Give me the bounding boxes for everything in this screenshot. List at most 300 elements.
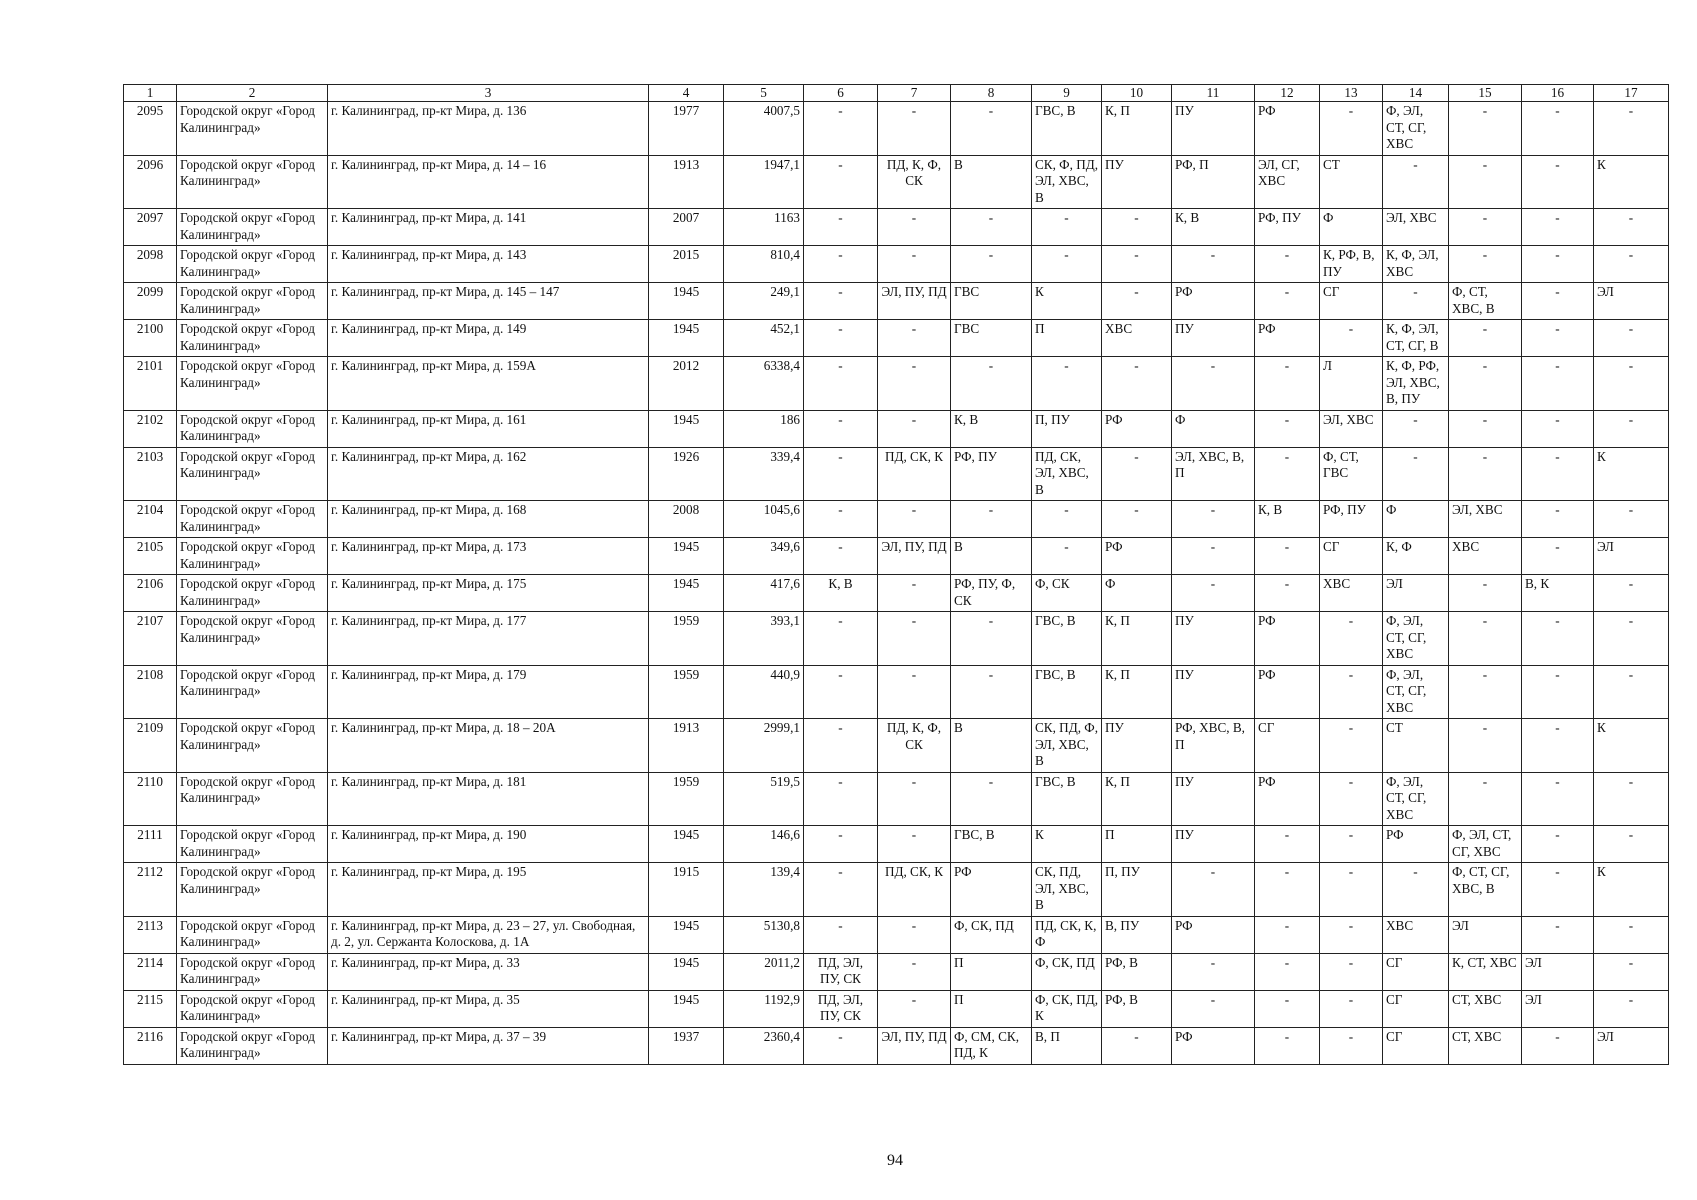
table-cell: Ф, СТ, СГ, ХВС, В	[1449, 863, 1522, 917]
table-row	[124, 501, 1669, 538]
table-cell: ЭЛ	[1383, 575, 1449, 612]
table-cell: К, Ф, ЭЛ, СТ, СГ, В	[1383, 320, 1449, 357]
table-cell: -	[951, 501, 1032, 538]
table-cell: ПД, СК, К	[878, 863, 951, 917]
table-cell: -	[1522, 357, 1594, 411]
table-cell: В	[951, 719, 1032, 773]
table-cell: -	[951, 612, 1032, 666]
table-cell: -	[804, 612, 878, 666]
table-cell: Городской округ «Город Калининград»	[177, 320, 328, 357]
table-cell: -	[1594, 102, 1669, 156]
table-cell: Городской округ «Город Калининград»	[177, 357, 328, 411]
table-cell: 1913	[649, 719, 724, 773]
table-cell: 519,5	[724, 772, 804, 826]
table-cell: РФ, П	[1172, 155, 1255, 209]
table-cell: СГ	[1320, 538, 1383, 575]
table-row	[124, 1027, 1669, 1064]
table-row	[124, 719, 1669, 773]
table-cell: ЭЛ, ХВС	[1449, 501, 1522, 538]
table-cell: Ф	[1320, 209, 1383, 246]
table-cell: ЭЛ	[1522, 953, 1594, 990]
table-cell: 2107	[124, 612, 177, 666]
table-cell: 2108	[124, 665, 177, 719]
table-cell: РФ, ПУ	[1255, 209, 1320, 246]
table-cell: -	[804, 665, 878, 719]
table-cell: -	[1522, 155, 1594, 209]
table-cell: РФ	[1255, 320, 1320, 357]
table-cell: -	[1522, 612, 1594, 666]
table-cell: -	[1102, 283, 1172, 320]
table-cell: К, Ф, ЭЛ, ХВС	[1383, 246, 1449, 283]
table-cell: -	[1594, 246, 1669, 283]
table-cell: СК, ПД, Ф, ЭЛ, ХВС, В	[1032, 719, 1102, 773]
table-cell: РФ	[1102, 538, 1172, 575]
table-cell: К, П	[1102, 612, 1172, 666]
table-cell: П	[1102, 826, 1172, 863]
table-cell: 2999,1	[724, 719, 804, 773]
table-cell: 2116	[124, 1027, 177, 1064]
table-cell: Ф	[1102, 575, 1172, 612]
table-cell: ЭЛ, ХВС, В, П	[1172, 447, 1255, 501]
table-cell: -	[1255, 246, 1320, 283]
table-cell: г. Калининград, пр-кт Мира, д. 175	[328, 575, 649, 612]
table-cell: г. Калининград, пр-кт Мира, д. 159А	[328, 357, 649, 411]
table-cell: -	[1449, 102, 1522, 156]
table-cell: К, П	[1102, 102, 1172, 156]
table-cell: -	[1255, 538, 1320, 575]
table-row	[124, 357, 1669, 411]
table-cell: 1945	[649, 410, 724, 447]
table-cell: ЭЛ	[1594, 1027, 1669, 1064]
table-cell: 1915	[649, 863, 724, 917]
table-cell: В, ПУ	[1102, 916, 1172, 953]
table-cell: -	[1172, 863, 1255, 917]
table-row	[124, 826, 1669, 863]
table-cell: -	[1594, 410, 1669, 447]
table-cell: -	[878, 357, 951, 411]
table-cell: Городской округ «Город Калининград»	[177, 575, 328, 612]
table-cell: -	[1522, 320, 1594, 357]
table-cell: г. Калининград, пр-кт Мира, д. 179	[328, 665, 649, 719]
table-cell: -	[1383, 410, 1449, 447]
table-cell: 5130,8	[724, 916, 804, 953]
table-cell: ГВС, В	[951, 826, 1032, 863]
table-cell: ПД, ЭЛ, ПУ, СК	[804, 953, 878, 990]
table-cell: 2095	[124, 102, 177, 156]
table-cell: -	[1522, 246, 1594, 283]
table-cell: -	[1522, 665, 1594, 719]
table-cell: Городской округ «Город Калининград»	[177, 447, 328, 501]
table-cell: 2015	[649, 246, 724, 283]
table-cell: -	[1594, 665, 1669, 719]
table-cell: 1945	[649, 320, 724, 357]
table-cell: К, В	[804, 575, 878, 612]
table-cell: РФ, В	[1102, 990, 1172, 1027]
column-header: 1	[124, 85, 177, 102]
table-cell: 1945	[649, 283, 724, 320]
table-cell: 2115	[124, 990, 177, 1027]
table-cell: К, СТ, ХВС	[1449, 953, 1522, 990]
table-cell: 2106	[124, 575, 177, 612]
table-cell: -	[1320, 1027, 1383, 1064]
table-cell: -	[1032, 501, 1102, 538]
table-cell: Городской округ «Город Калининград»	[177, 916, 328, 953]
table-cell: Ф, СК	[1032, 575, 1102, 612]
table-cell: К, П	[1102, 665, 1172, 719]
table-cell: ХВС	[1383, 916, 1449, 953]
table-row	[124, 246, 1669, 283]
table-cell: -	[1320, 826, 1383, 863]
table-cell: г. Калининград, пр-кт Мира, д. 161	[328, 410, 649, 447]
table-cell: К	[1032, 826, 1102, 863]
table-cell: К, В	[1255, 501, 1320, 538]
table-cell: РФ	[1172, 283, 1255, 320]
table-cell: ПУ	[1172, 772, 1255, 826]
table-row	[124, 447, 1669, 501]
table-cell: -	[1449, 357, 1522, 411]
table-cell: г. Калининград, пр-кт Мира, д. 145 – 147	[328, 283, 649, 320]
table-cell: 2360,4	[724, 1027, 804, 1064]
table-cell: ЭЛ	[1594, 283, 1669, 320]
table-cell: 1926	[649, 447, 724, 501]
table-cell: -	[1594, 826, 1669, 863]
table-cell: -	[1320, 953, 1383, 990]
table-cell: г. Калининград, пр-кт Мира, д. 195	[328, 863, 649, 917]
table-cell: 146,6	[724, 826, 804, 863]
table-cell: -	[1522, 772, 1594, 826]
table-cell: ПД, К, Ф, СК	[878, 719, 951, 773]
table-cell: -	[1522, 410, 1594, 447]
table-cell: РФ	[1255, 102, 1320, 156]
column-header: 5	[724, 85, 804, 102]
table-cell: ПД, ЭЛ, ПУ, СК	[804, 990, 878, 1027]
table-cell: ГВС, В	[1032, 665, 1102, 719]
table-cell: -	[1522, 826, 1594, 863]
table-cell: г. Калининград, пр-кт Мира, д. 141	[328, 209, 649, 246]
table-cell: Ф, СК, ПД	[951, 916, 1032, 953]
table-cell: -	[1522, 283, 1594, 320]
table-cell: -	[1320, 863, 1383, 917]
table-row	[124, 155, 1669, 209]
table-cell: -	[1449, 665, 1522, 719]
table-cell: -	[1594, 209, 1669, 246]
table-cell: -	[1383, 155, 1449, 209]
table-cell: -	[878, 612, 951, 666]
table-cell: -	[1032, 357, 1102, 411]
table-cell: г. Калининград, пр-кт Мира, д. 23 – 27, ул. Свободная, д. 2, ул. Сержанта Колоскова, д. 1А	[328, 916, 649, 953]
table-cell: ЭЛ	[1522, 990, 1594, 1027]
table-cell: -	[1172, 246, 1255, 283]
table-cell: РФ	[1102, 410, 1172, 447]
table-cell: -	[1320, 612, 1383, 666]
table-cell: -	[1032, 538, 1102, 575]
table-cell: 1945	[649, 990, 724, 1027]
table-cell: -	[951, 772, 1032, 826]
table-cell: 2105	[124, 538, 177, 575]
table-cell: -	[878, 320, 951, 357]
table-cell: -	[1383, 283, 1449, 320]
table-cell: Городской округ «Город Калининград»	[177, 665, 328, 719]
table-cell: -	[1102, 501, 1172, 538]
table-cell: -	[1102, 246, 1172, 283]
table-cell: 1937	[649, 1027, 724, 1064]
table-cell: РФ	[1255, 612, 1320, 666]
table-cell: СК, ПД, ЭЛ, ХВС, В	[1032, 863, 1102, 917]
table-cell: 349,6	[724, 538, 804, 575]
table-cell: РФ	[1255, 665, 1320, 719]
table-cell: К	[1594, 155, 1669, 209]
table-cell: 1977	[649, 102, 724, 156]
table-cell: 2112	[124, 863, 177, 917]
table-cell: -	[1594, 953, 1669, 990]
table-body	[124, 102, 1669, 1065]
table-cell: Ф, ЭЛ, СТ, СГ, ХВС	[1383, 665, 1449, 719]
table-cell: -	[951, 209, 1032, 246]
table-cell: -	[804, 826, 878, 863]
table-cell: 1947,1	[724, 155, 804, 209]
table-cell: -	[951, 246, 1032, 283]
table-cell: -	[878, 772, 951, 826]
table-cell: 810,4	[724, 246, 804, 283]
table-row	[124, 538, 1669, 575]
table-cell: ПУ	[1102, 719, 1172, 773]
table-cell: -	[1594, 772, 1669, 826]
table-cell: 2007	[649, 209, 724, 246]
table-cell: ПУ	[1172, 612, 1255, 666]
table-row	[124, 990, 1669, 1027]
table-cell: -	[1522, 102, 1594, 156]
page-number: 94	[887, 1152, 903, 1169]
table-cell: РФ, ПУ	[1320, 501, 1383, 538]
table-cell: 440,9	[724, 665, 804, 719]
table-cell: К, Ф, РФ, ЭЛ, ХВС, В, ПУ	[1383, 357, 1449, 411]
column-header: 7	[878, 85, 951, 102]
table-cell: -	[951, 665, 1032, 719]
table-cell: г. Калининград, пр-кт Мира, д. 33	[328, 953, 649, 990]
table-cell: -	[1522, 209, 1594, 246]
table-cell: -	[878, 410, 951, 447]
table-cell: г. Калининград, пр-кт Мира, д. 35	[328, 990, 649, 1027]
table-cell: -	[951, 102, 1032, 156]
table-cell: г. Калининград, пр-кт Мира, д. 162	[328, 447, 649, 501]
table-cell: -	[878, 209, 951, 246]
table-cell: Городской округ «Город Калининград»	[177, 283, 328, 320]
table-cell: 2109	[124, 719, 177, 773]
table-cell: -	[1255, 575, 1320, 612]
table-cell: ЭЛ, ПУ, ПД	[878, 538, 951, 575]
table-row	[124, 772, 1669, 826]
table-cell: 417,6	[724, 575, 804, 612]
table-cell: -	[878, 826, 951, 863]
table-cell: К, В	[951, 410, 1032, 447]
table-cell: 1945	[649, 916, 724, 953]
table-cell: Ф, ЭЛ, СТ, СГ, ХВС	[1383, 612, 1449, 666]
table-cell: Городской округ «Город Калининград»	[177, 772, 328, 826]
table-cell: г. Калининград, пр-кт Мира, д. 190	[328, 826, 649, 863]
table-cell: -	[1522, 719, 1594, 773]
table-cell: В	[951, 155, 1032, 209]
header-row	[124, 85, 1669, 102]
table-cell: 2012	[649, 357, 724, 411]
column-header: 10	[1102, 85, 1172, 102]
table-cell: -	[804, 719, 878, 773]
column-header: 11	[1172, 85, 1255, 102]
table-cell: -	[804, 772, 878, 826]
table-cell: -	[1255, 283, 1320, 320]
table-cell: П	[951, 990, 1032, 1027]
table-cell: ЭЛ, ХВС	[1320, 410, 1383, 447]
column-header: 3	[328, 85, 649, 102]
table-cell: РФ	[1172, 916, 1255, 953]
table-cell: ГВС, В	[1032, 612, 1102, 666]
table-row	[124, 283, 1669, 320]
table-cell: СТ	[1320, 155, 1383, 209]
table-cell: К, П	[1102, 772, 1172, 826]
table-cell: Ф, СМ, СК, ПД, К	[951, 1027, 1032, 1064]
register-sheet	[123, 84, 1668, 1065]
table-cell: -	[804, 1027, 878, 1064]
table-cell: 1959	[649, 772, 724, 826]
table-cell: 2114	[124, 953, 177, 990]
table-cell: -	[1594, 575, 1669, 612]
table-cell: -	[878, 102, 951, 156]
table-cell: 6338,4	[724, 357, 804, 411]
table-cell: -	[1320, 102, 1383, 156]
table-row	[124, 916, 1669, 953]
table-cell: ГВС	[951, 320, 1032, 357]
table-cell: 1913	[649, 155, 724, 209]
table-cell: -	[1594, 357, 1669, 411]
table-cell: ПУ	[1172, 665, 1255, 719]
table-cell: Ф, ЭЛ, СТ, СГ, ХВС	[1449, 826, 1522, 863]
table-cell: 139,4	[724, 863, 804, 917]
table-cell: -	[1449, 320, 1522, 357]
table-cell: -	[1449, 719, 1522, 773]
table-cell: -	[804, 209, 878, 246]
column-header: 9	[1032, 85, 1102, 102]
column-header: 13	[1320, 85, 1383, 102]
table-cell: Городской округ «Город Калининград»	[177, 1027, 328, 1064]
table-cell: -	[1255, 826, 1320, 863]
table-cell: ПУ	[1172, 102, 1255, 156]
column-header: 14	[1383, 85, 1449, 102]
column-header: 16	[1522, 85, 1594, 102]
table-cell: Городской округ «Город Калининград»	[177, 612, 328, 666]
table-cell: 2110	[124, 772, 177, 826]
table-cell: ПД, СК, К, Ф	[1032, 916, 1102, 953]
table-cell: СГ	[1383, 953, 1449, 990]
table-cell: г. Калининград, пр-кт Мира, д. 177	[328, 612, 649, 666]
table-cell: 1945	[649, 953, 724, 990]
table-cell: Городской округ «Город Калининград»	[177, 501, 328, 538]
table-row	[124, 665, 1669, 719]
table-cell: -	[804, 538, 878, 575]
table-cell: -	[1172, 501, 1255, 538]
table-cell: -	[1522, 538, 1594, 575]
table-cell: -	[878, 501, 951, 538]
table-cell: -	[1383, 447, 1449, 501]
table-cell: Городской округ «Город Калининград»	[177, 102, 328, 156]
table-cell: -	[1449, 447, 1522, 501]
table-cell: -	[1032, 246, 1102, 283]
table-cell: Ф, ЭЛ, СТ, СГ, ХВС	[1383, 102, 1449, 156]
table-cell: РФ, ХВС, В, П	[1172, 719, 1255, 773]
table-cell: 2113	[124, 916, 177, 953]
table-cell: -	[1449, 772, 1522, 826]
table-cell: -	[878, 916, 951, 953]
table-cell: РФ	[1383, 826, 1449, 863]
table-cell: ХВС	[1102, 320, 1172, 357]
table-cell: -	[878, 953, 951, 990]
table-cell: Городской округ «Город Калининград»	[177, 155, 328, 209]
table-cell: -	[804, 863, 878, 917]
table-cell: -	[804, 447, 878, 501]
table-cell: РФ, В	[1102, 953, 1172, 990]
table-cell: Л	[1320, 357, 1383, 411]
table-cell: -	[1594, 501, 1669, 538]
table-cell: -	[1255, 447, 1320, 501]
column-number-header	[124, 85, 1669, 102]
table-cell: -	[804, 916, 878, 953]
table-cell: 1192,9	[724, 990, 804, 1027]
table-cell: СТ, ХВС	[1449, 1027, 1522, 1064]
table-cell: -	[804, 102, 878, 156]
table-cell: 186	[724, 410, 804, 447]
table-cell: -	[1522, 1027, 1594, 1064]
table-cell: ГВС	[951, 283, 1032, 320]
table-cell: -	[1522, 501, 1594, 538]
table-cell: К, Ф	[1383, 538, 1449, 575]
table-cell: ХВС	[1449, 538, 1522, 575]
table-cell: Городской округ «Город Калининград»	[177, 209, 328, 246]
table-cell: В, П	[1032, 1027, 1102, 1064]
table-cell: -	[878, 246, 951, 283]
table-cell: -	[1449, 410, 1522, 447]
table-row	[124, 102, 1669, 156]
table-cell: -	[804, 246, 878, 283]
table-cell: Городской округ «Город Калининград»	[177, 990, 328, 1027]
table-cell: -	[1449, 155, 1522, 209]
table-row	[124, 612, 1669, 666]
table-cell: К	[1594, 719, 1669, 773]
table-row	[124, 410, 1669, 447]
table-cell: Ф	[1172, 410, 1255, 447]
table-cell: Городской округ «Город Калининград»	[177, 863, 328, 917]
table-cell: Ф, ЭЛ, СТ, СГ, ХВС	[1383, 772, 1449, 826]
table-cell: -	[1032, 209, 1102, 246]
table-cell: г. Калининград, пр-кт Мира, д. 168	[328, 501, 649, 538]
table-cell: СГ	[1383, 990, 1449, 1027]
table-cell: 1945	[649, 826, 724, 863]
table-cell: -	[1522, 447, 1594, 501]
column-header: 6	[804, 85, 878, 102]
table-cell: г. Калининград, пр-кт Мира, д. 173	[328, 538, 649, 575]
table-cell: ЭЛ	[1594, 538, 1669, 575]
table-cell: -	[1255, 916, 1320, 953]
table-cell: 4007,5	[724, 102, 804, 156]
table-cell: 249,1	[724, 283, 804, 320]
table-cell: -	[1449, 612, 1522, 666]
table-cell: -	[1594, 320, 1669, 357]
table-cell: -	[1449, 246, 1522, 283]
register-table	[123, 84, 1669, 1065]
table-cell: г. Калининград, пр-кт Мира, д. 143	[328, 246, 649, 283]
table-cell: П, ПУ	[1032, 410, 1102, 447]
table-cell: Городской округ «Город Калининград»	[177, 538, 328, 575]
table-cell: 2097	[124, 209, 177, 246]
table-cell: К	[1594, 863, 1669, 917]
table-cell: -	[1320, 719, 1383, 773]
